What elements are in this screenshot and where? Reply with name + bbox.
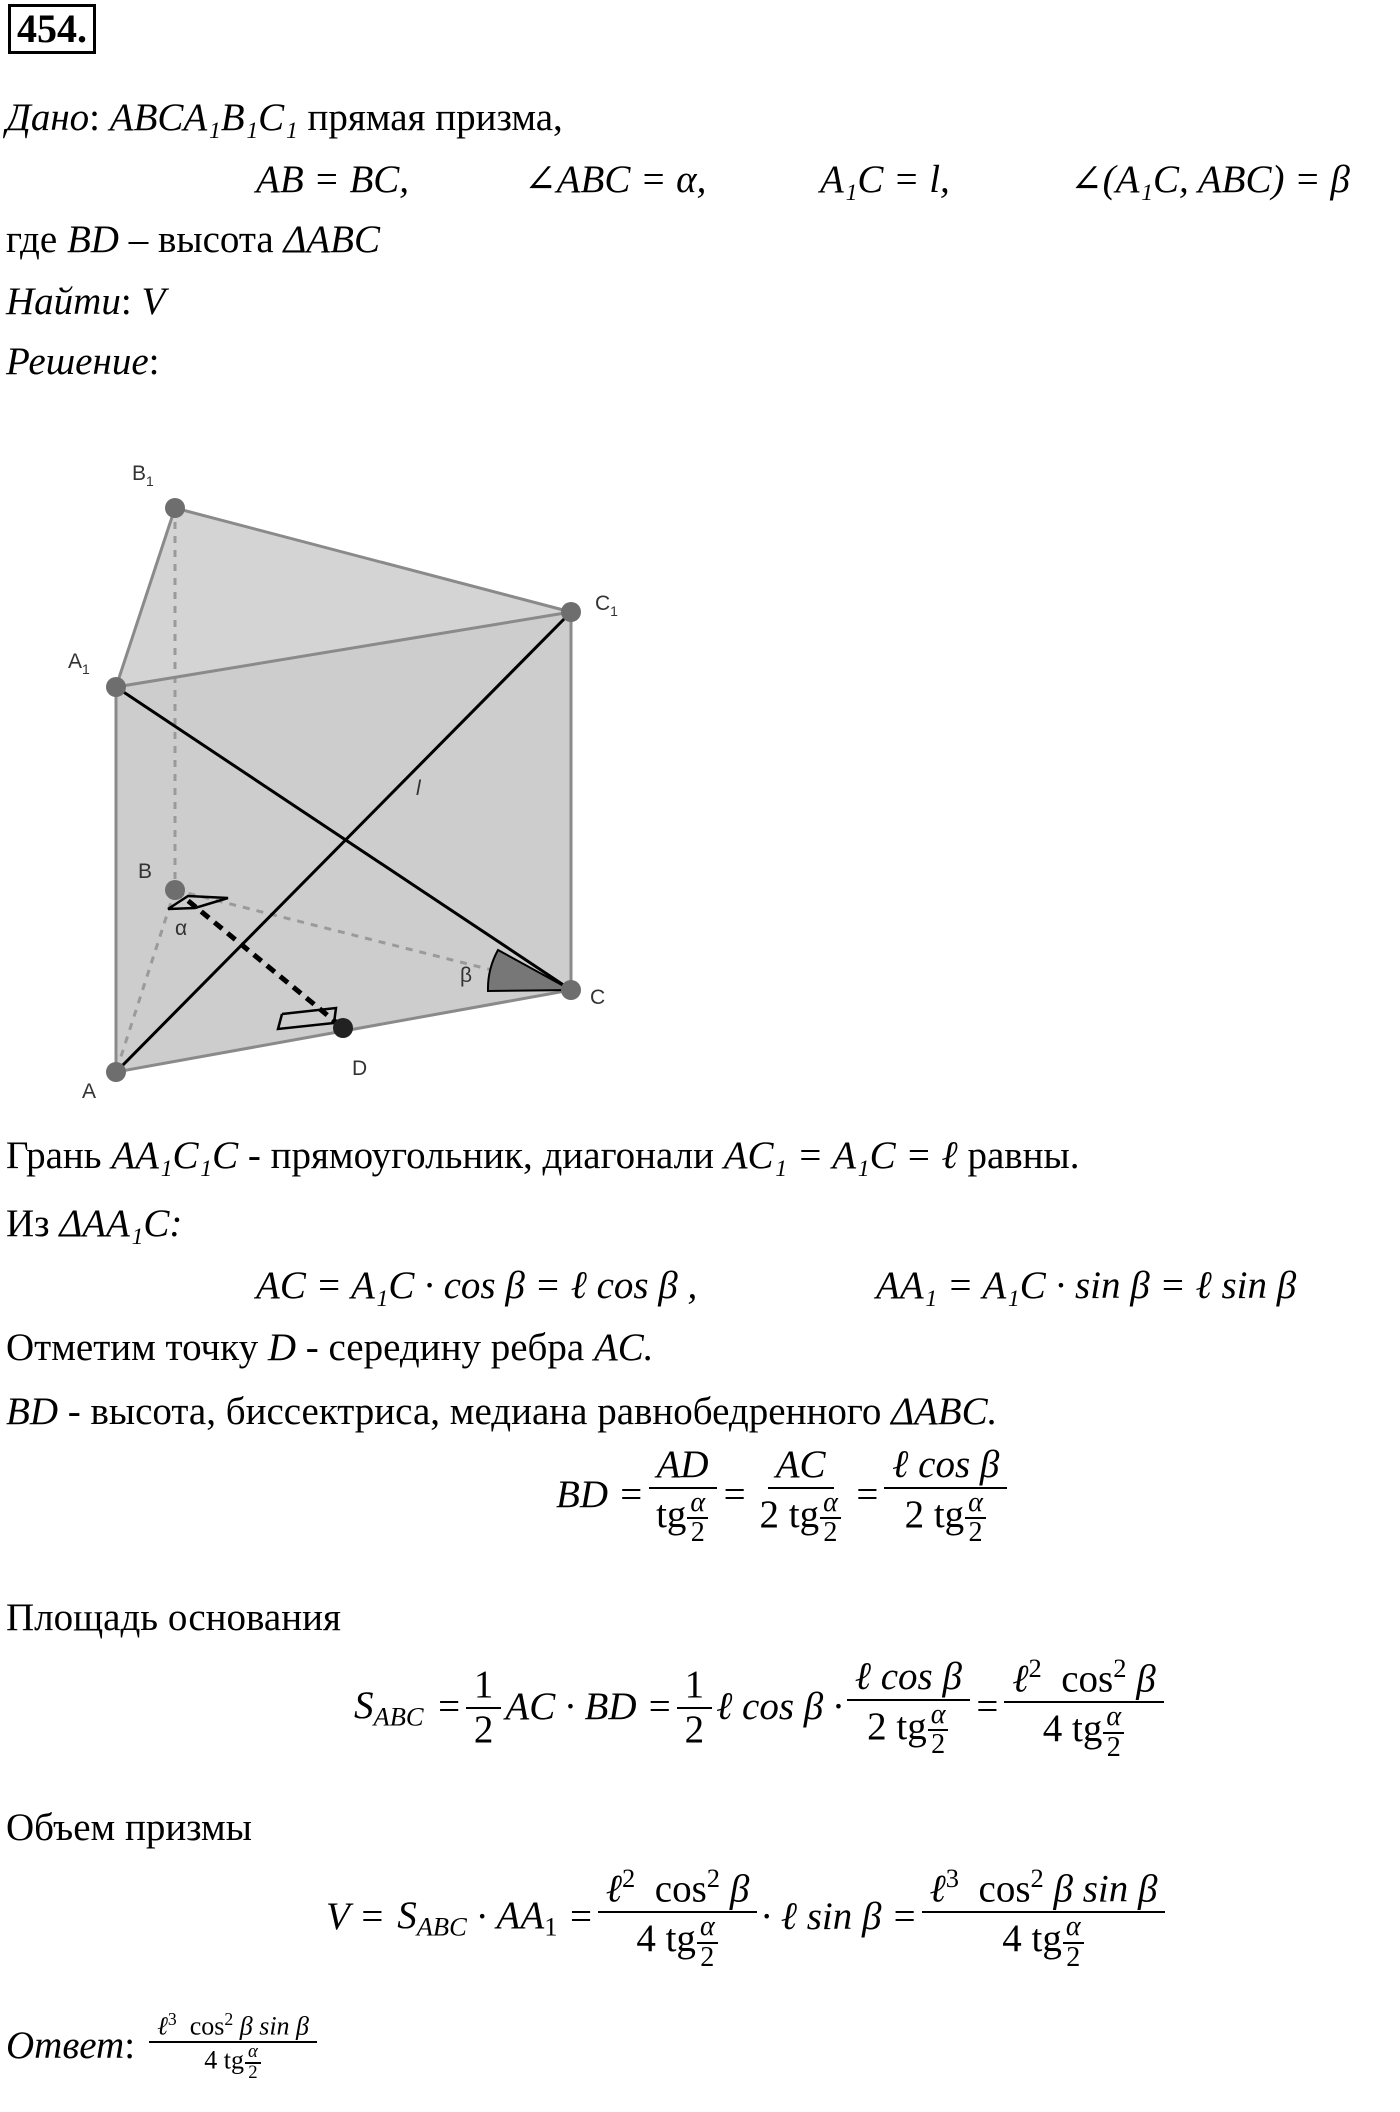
line-from-a: Из <box>6 1202 50 1245</box>
ans-half-alpha <box>245 2043 261 2082</box>
label-c1: $C_1$ <box>595 592 618 619</box>
vol-eq-1: = <box>567 1895 594 1939</box>
cos-3: cos <box>978 1867 1031 1911</box>
answer-num <box>149 2010 317 2043</box>
frac-lcos-2tg <box>884 1444 1007 1547</box>
four-tg-2: 4 tg <box>636 1917 696 1961</box>
label-beta: β <box>460 964 473 987</box>
two-tg: 2 tg <box>759 1492 820 1536</box>
answer-line: Ответ : ℓ$^3$ $\cos^2 \beta$ sin β 4 tg $\frac{\alpha}{2}$ <box>6 2010 321 2083</box>
frac-ad-den <box>648 1486 717 1548</box>
given-where-line <box>6 218 380 263</box>
two-2: 2 <box>823 1516 838 1548</box>
find-value: V <box>141 280 166 323</box>
half-den-2: 2 <box>684 1707 705 1751</box>
l-sym-3: ℓ <box>929 1867 946 1911</box>
line-bd-b: - высота, биссектриса, медиана равнобедренного <box>67 1390 882 1433</box>
label-alpha: α <box>175 917 188 940</box>
frac-vol-1-num <box>598 1864 757 1913</box>
formula-ac: AC = A₁C · cos β = ℓ cos β , <box>256 1264 698 1307</box>
ans-l: ℓ <box>157 2011 168 2041</box>
area-label: Площадь основания <box>6 1596 341 1639</box>
line-point-d-a: Отметим точку <box>6 1326 259 1369</box>
aa: AA <box>496 1893 545 1937</box>
formula-area <box>354 1654 1168 1762</box>
half-alpha-3 <box>965 1486 986 1548</box>
s-abc-2 <box>397 1894 467 1942</box>
label-b1: $B_1$ <box>132 462 154 489</box>
prism-figure <box>60 450 650 1110</box>
cos-sq-3: 2 <box>1030 1863 1044 1893</box>
volume-label: Объем призмы <box>6 1806 252 1849</box>
ans-alpha: α <box>245 2043 261 2064</box>
frac-lcos-den <box>897 1486 995 1548</box>
area-eq-1: = <box>435 1685 462 1729</box>
frac-ac-num: AC <box>768 1444 834 1489</box>
label-l: l <box>416 777 421 800</box>
frac-vol-2-num <box>922 1864 1166 1913</box>
frac-vol-2 <box>922 1864 1166 1972</box>
half-alpha-2 <box>820 1486 841 1548</box>
label-a1: $A_1$ <box>68 650 90 677</box>
two-5: 2 <box>1106 1731 1121 1763</box>
point-c <box>561 980 581 1000</box>
ans-four-tg: 4 tg <box>204 2046 244 2075</box>
ans-cos: cos <box>189 2011 225 2041</box>
point-a1 <box>106 677 126 697</box>
ans-beta: β <box>239 2011 253 2041</box>
s-sub-2: ABC <box>416 1911 467 1942</box>
cos: cos <box>1061 1657 1114 1701</box>
given-cond-2: ∠ABC = α, <box>524 158 707 201</box>
ans-cos-sq: 2 <box>224 2009 234 2029</box>
l-cube: 3 <box>945 1863 960 1893</box>
frac-area-1 <box>847 1656 970 1759</box>
half-num-2: 1 <box>677 1664 713 1709</box>
alpha-6: α <box>697 1913 718 1943</box>
frac-vol-1-den <box>628 1913 726 1971</box>
ans-sinb: sin β <box>259 2011 310 2041</box>
cos-sq-2: 2 <box>706 1863 721 1893</box>
answer-frac <box>149 2010 317 2083</box>
point-c1 <box>561 602 581 622</box>
formula-volume <box>326 1864 1169 1972</box>
line-bd-c: ΔABC. <box>891 1390 998 1433</box>
find-label: Найти <box>6 280 121 323</box>
half-den-1: 2 <box>473 1707 494 1751</box>
two-4: 2 <box>931 1729 946 1761</box>
where-height: – высота <box>128 218 274 261</box>
half-num-1: 1 <box>466 1664 502 1709</box>
label-a: A <box>82 1080 97 1103</box>
frac-lcos-num: ℓ cos β <box>884 1444 1007 1489</box>
formula-aa1: AA₁ = A₁C · sin β = ℓ sin β <box>876 1264 1297 1307</box>
area-eq-2: = <box>973 1685 1001 1729</box>
alpha-7: α <box>1063 1913 1084 1943</box>
ans-two: 2 <box>248 2062 258 2084</box>
frac-area-1-num: ℓ cos β <box>847 1656 970 1701</box>
cos-sq: 2 <box>1113 1653 1127 1683</box>
label-b: B <box>138 860 153 883</box>
frac-vol-1 <box>598 1864 757 1972</box>
l-sym: ℓ <box>1012 1657 1029 1701</box>
line-point-d-b: D <box>267 1326 296 1369</box>
cos-2: cos <box>654 1867 707 1911</box>
line-bd-height <box>6 1390 997 1435</box>
answer-den <box>196 2043 270 2082</box>
given-cond-3: A₁C = l, <box>820 158 950 201</box>
where-triangle: ΔABC <box>283 218 381 261</box>
label-c: C <box>590 986 606 1009</box>
given-line: Дано: ABCA₁B₁C₁ прямая призма, <box>6 96 563 139</box>
frac-ac-2tg <box>751 1444 849 1547</box>
two: 2 <box>690 1516 705 1548</box>
line-from-b: ΔAA₁C: <box>59 1202 183 1245</box>
frac-area-2 <box>1004 1654 1163 1762</box>
point-a <box>106 1062 126 1082</box>
s-abc <box>354 1684 424 1732</box>
given-label: Дано <box>6 96 90 139</box>
two-7: 2 <box>1066 1941 1081 1973</box>
line-point-d-c: - середину ребра <box>305 1326 585 1369</box>
alpha-5: α <box>1103 1703 1124 1733</box>
frac-area-2-num <box>1004 1654 1163 1703</box>
half-alpha-6 <box>697 1913 718 1971</box>
bd-lhs: BD = <box>556 1473 645 1517</box>
alpha-4: α <box>928 1701 949 1731</box>
frac-half-1 <box>466 1664 502 1752</box>
frac-ad-tg <box>648 1444 717 1547</box>
alpha-3: α <box>965 1489 986 1519</box>
dot-l-sinb: · ℓ sin β = <box>761 1895 918 1939</box>
tg: tg <box>656 1492 687 1536</box>
frac-area-2-den <box>1035 1703 1133 1761</box>
half-alpha-4 <box>928 1701 949 1759</box>
ans-l-cube: 3 <box>167 2009 177 2029</box>
four-tg: 4 tg <box>1042 1707 1103 1751</box>
point-b1 <box>165 498 185 518</box>
find-line: Найти: V <box>6 280 166 323</box>
line-face-e: равны. <box>967 1134 1080 1177</box>
formula-bd <box>556 1444 1011 1547</box>
solution-line: Решение: <box>6 340 160 383</box>
two-3: 2 <box>968 1516 983 1548</box>
problem-number: 454. <box>8 4 96 54</box>
where-text: где <box>6 218 58 261</box>
s-letter: S <box>354 1683 374 1727</box>
frac-ac-den <box>751 1486 849 1548</box>
s-letter-2: S <box>397 1893 417 1937</box>
half-alpha <box>687 1486 708 1548</box>
two-tg-4: 2 tg <box>867 1705 927 1749</box>
alpha-2: α <box>820 1489 841 1519</box>
l-sq: 2 <box>1028 1653 1042 1683</box>
point-d <box>333 1018 353 1038</box>
line-face-a: Грань <box>6 1134 102 1177</box>
frac-vol-2-den <box>994 1913 1092 1971</box>
line-bd-a: BD <box>6 1390 58 1433</box>
s-sub: ABC <box>373 1701 424 1732</box>
beta-3: β <box>1053 1867 1073 1911</box>
half-alpha-5 <box>1103 1703 1124 1761</box>
eq-2: = <box>853 1473 881 1517</box>
point-b <box>165 880 185 900</box>
where-bd: BD <box>66 218 119 261</box>
answer-label: Ответ <box>6 2023 125 2067</box>
label-d: D <box>352 1057 368 1080</box>
aa-sub: 1 <box>544 1911 558 1942</box>
half-alpha-7 <box>1063 1913 1084 1971</box>
frac-half-2 <box>677 1664 713 1752</box>
line-point-d-d: AC. <box>593 1326 654 1369</box>
v-lhs: V = <box>326 1895 386 1939</box>
l-cosb-dot: ℓ cos β · <box>716 1685 843 1729</box>
line-face-d: AC₁ = A₁C = ℓ <box>723 1134 958 1177</box>
line-from <box>6 1202 182 1247</box>
given-prism: ABCA₁B₁C₁ <box>109 96 298 139</box>
line-face <box>6 1134 1080 1179</box>
given-prism-text: прямая призма, <box>307 96 563 139</box>
beta-2: β <box>729 1867 750 1911</box>
given-cond-4: ∠(A₁C, ABC) = β <box>1070 158 1350 201</box>
eq-1: = <box>721 1473 748 1517</box>
two-tg-3: 2 tg <box>904 1492 965 1536</box>
aa1 <box>497 1894 558 1942</box>
frac-ad-num: AD <box>649 1444 717 1489</box>
ac-bd: AC · BD = <box>505 1685 673 1729</box>
given-cond-1: AB = BC, <box>256 158 410 201</box>
l-sym-2: ℓ <box>605 1867 623 1911</box>
dot-1: · <box>476 1895 487 1939</box>
four-tg-3: 4 tg <box>1002 1917 1062 1961</box>
solution-label: Решение <box>6 340 149 383</box>
line-face-c: - прямоугольник, диагонали <box>247 1134 714 1177</box>
l-sq-2: 2 <box>622 1863 636 1893</box>
beta: β <box>1136 1657 1156 1701</box>
line-point-d <box>6 1326 654 1371</box>
alpha: α <box>687 1489 708 1519</box>
frac-area-1-den <box>859 1701 957 1759</box>
two-6: 2 <box>700 1941 715 1973</box>
line-face-b: AA₁C₁C <box>111 1134 239 1177</box>
sinb: sin β <box>1082 1867 1158 1911</box>
